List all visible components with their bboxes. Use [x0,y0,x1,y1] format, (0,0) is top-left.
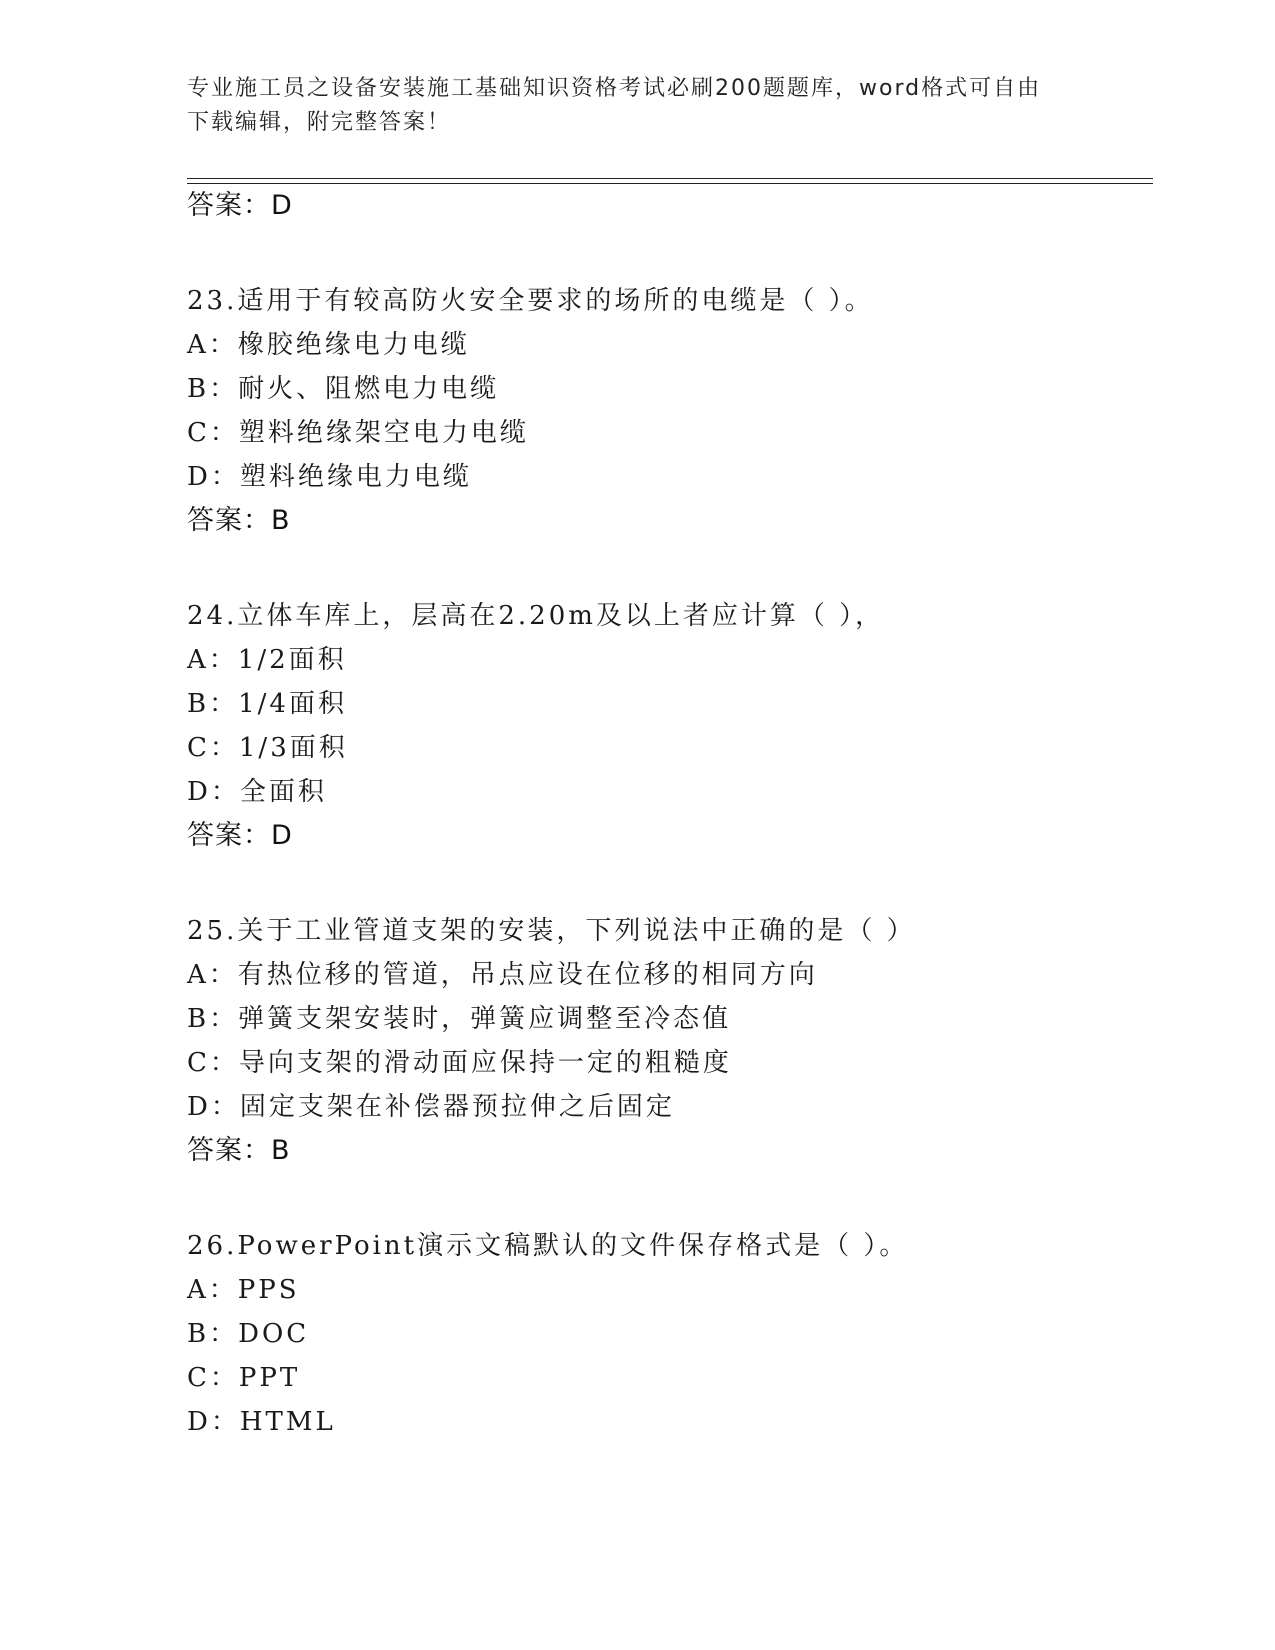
header-rule-top [187,178,1153,179]
answer-line: 答案：B [187,1135,291,1166]
option-b: B：DOC [187,1319,310,1349]
option-d: D：塑料绝缘电力电缆 [187,462,472,492]
answer-line: 答案：D [187,190,293,221]
option-b: B：耐火、阻燃电力电缆 [187,374,500,404]
option-c: C：1/3面积 [187,733,348,763]
header-rule-bottom [187,183,1153,184]
option-c: C：PPT [187,1363,301,1393]
option-c: C：导向支架的滑动面应保持一定的粗糙度 [187,1048,732,1078]
option-a: A：PPS [187,1275,300,1305]
option-a: A：1/2面积 [187,645,347,675]
option-b: B：1/4面积 [187,689,347,719]
question-title: 23.适用于有较高防火安全要求的场所的电缆是（ ）。 [187,286,874,316]
option-c: C：塑料绝缘架空电力电缆 [187,418,529,448]
header-line-1: 专业施工员之设备安装施工基础知识资格考试必刷200题题库，word格式可自由 [187,76,1042,101]
option-d: D：全面积 [187,777,327,807]
document-header [187,72,1067,140]
answer-line: 答案：D [187,820,293,851]
answer-line: 答案：B [187,505,291,536]
option-b: B：弹簧支架安装时，弹簧应调整至冷态值 [187,1004,732,1034]
option-d: D：固定支架在补偿器预拉伸之后固定 [187,1092,675,1122]
header-line-2: 下载编辑，附完整答案！ [187,110,452,135]
option-a: A：橡胶绝缘电力电缆 [187,330,470,360]
question-title: 24.立体车库上，层高在2.20m及以上者应计算（ ）， [187,601,885,631]
option-d: D：HTML [187,1407,336,1437]
option-a: A：有热位移的管道，吊点应设在位移的相同方向 [187,960,818,990]
question-title: 25.关于工业管道支架的安装，下列说法中正确的是（ ） [187,916,916,946]
question-title: 26.PowerPoint演示文稿默认的文件保存格式是（ ）。 [187,1231,909,1261]
